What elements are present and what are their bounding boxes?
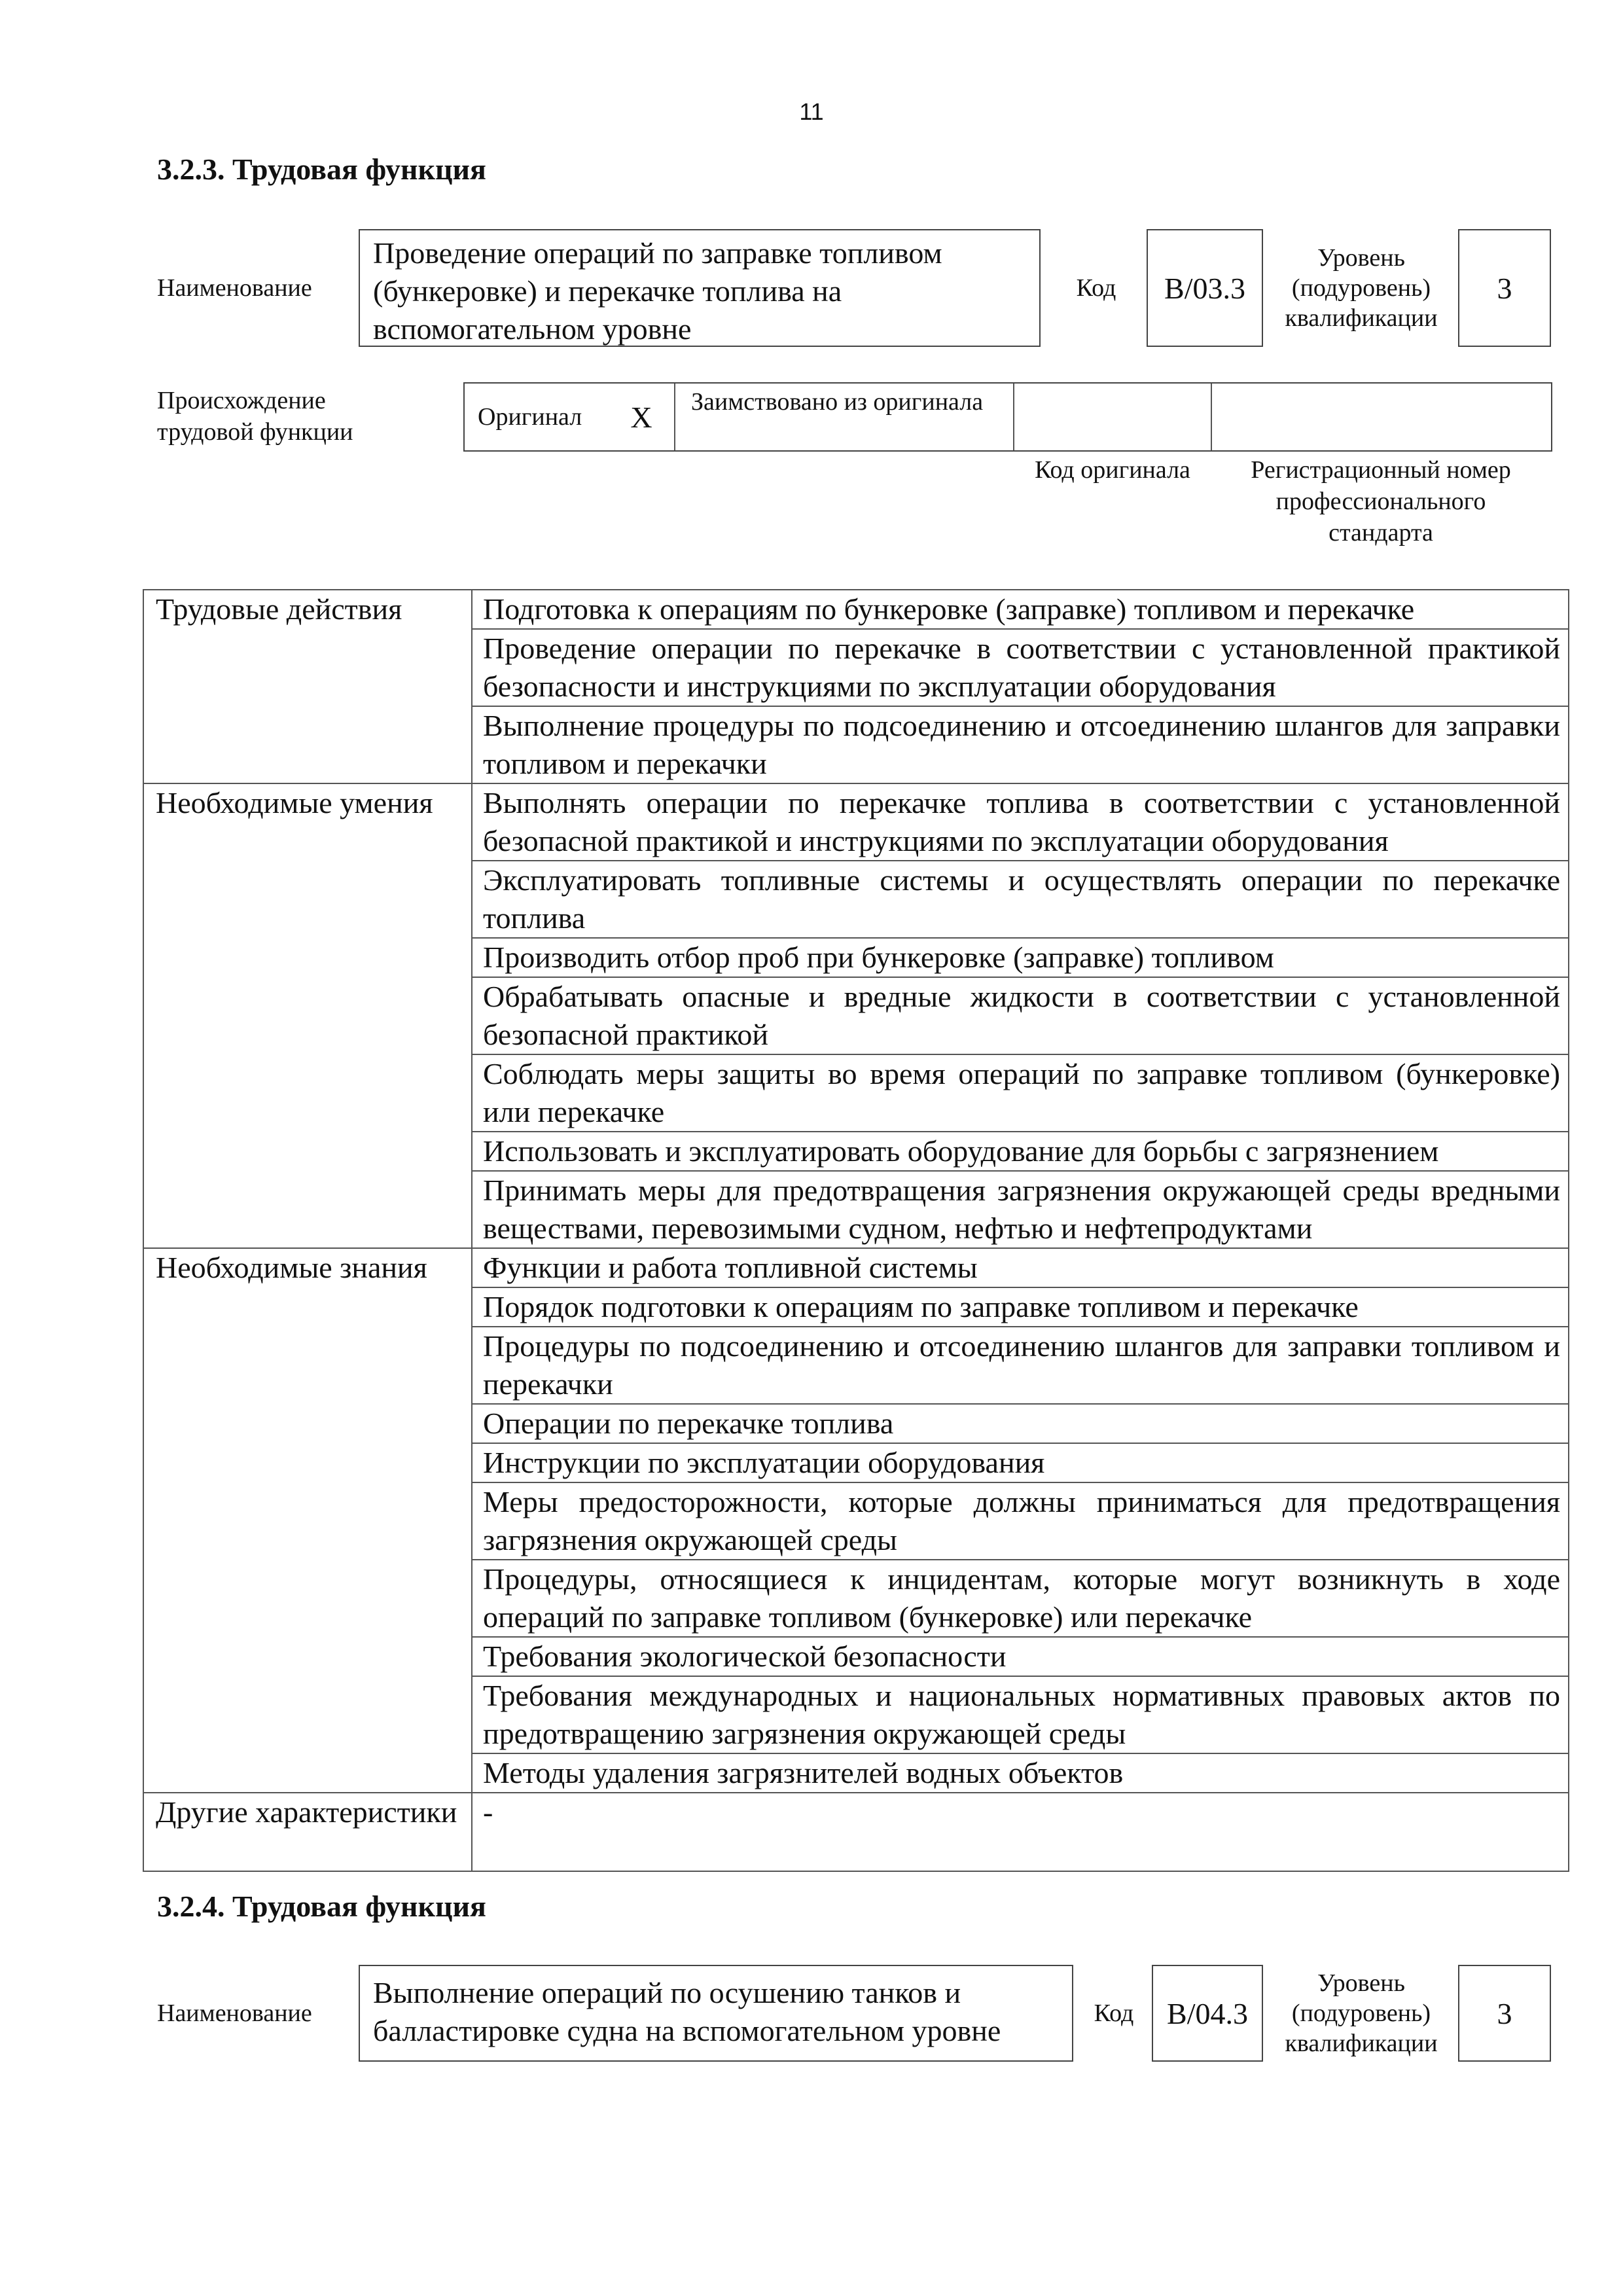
group-label: Другие характеристики bbox=[143, 1793, 472, 1871]
table-cell: Методы удаления загрязнителей водных объектов bbox=[472, 1753, 1569, 1793]
code-original-caption: Код оригинала bbox=[1035, 456, 1190, 484]
table-cell: Использовать и эксплуатировать оборудование для борьбы с загрязнением bbox=[472, 1132, 1569, 1171]
table-cell: Выполнять операции по перекачке топлива в соответствии с установленной безопасной практикой и инструкциями по эксплуатации оборудования bbox=[472, 783, 1569, 861]
table-cell: Подготовка к операциям по бункеровке (заправке) топливом и перекачке bbox=[472, 590, 1569, 629]
level-label: Уровень (подуровень) квалификации bbox=[1285, 244, 1438, 332]
name-label: Наименование bbox=[157, 2000, 312, 2027]
origin-divider bbox=[1211, 384, 1212, 450]
table-cell: Инструкции по эксплуатации оборудования bbox=[472, 1443, 1569, 1482]
code-value-box: В/03.3 bbox=[1147, 229, 1263, 347]
table-cell: Процедуры, относящиеся к инцидентам, которые могут возникнуть в ходе операций по заправке топливом (бункеровке) или перекачке bbox=[472, 1560, 1569, 1637]
table-row bbox=[143, 1248, 1569, 1287]
origin-divider bbox=[674, 384, 675, 450]
origin-label: Происхождение трудовой функции bbox=[157, 387, 353, 446]
table-cell: Проведение операции по перекачке в соответствии с установленной практикой безопасности и инструкциями по эксплуатации оборудования bbox=[472, 629, 1569, 706]
table-cell: - bbox=[472, 1793, 1569, 1871]
page-number: 11 bbox=[799, 98, 824, 125]
table-cell: Требования экологической безопасности bbox=[472, 1637, 1569, 1676]
table-cell: Процедуры по подсоединению и отсоединению шлангов для заправки топливом и перекачки bbox=[472, 1327, 1569, 1404]
table-cell: Принимать меры для предотвращения загрязнения окружающей среды вредными веществами, перевозимыми судном, нефтью и нефтепродуктами bbox=[472, 1171, 1569, 1248]
table-cell: Производить отбор проб при бункеровке (заправке) топливом bbox=[472, 938, 1569, 977]
function-table bbox=[143, 589, 1569, 1872]
function-name-box: Проведение операций по заправке топливом (бункеровке) и перекачке топлива на вспомогательном уровне bbox=[359, 229, 1041, 347]
table-cell: Обрабатывать опасные и вредные жидкости в соответствии с установленной безопасной практикой bbox=[472, 977, 1569, 1054]
code-label: Код bbox=[1076, 274, 1116, 302]
function-name-box: Выполнение операций по осушению танков и балластировке судна на вспомогательном уровне bbox=[359, 1965, 1073, 2062]
table-row bbox=[143, 783, 1569, 861]
table-cell: Соблюдать меры защиты во время операций по заправке топливом (бункеровке) или перекачке bbox=[472, 1054, 1569, 1132]
table-cell: Выполнение процедуры по подсоединению и отсоединению шлангов для заправки топливом и перекачки bbox=[472, 706, 1569, 783]
origin-divider bbox=[1013, 384, 1014, 450]
code-label: Код bbox=[1094, 2000, 1134, 2027]
level-value-box: 3 bbox=[1458, 229, 1551, 347]
group-label: Трудовые действия bbox=[143, 590, 472, 783]
name-label: Наименование bbox=[157, 274, 312, 302]
level-value-box: 3 bbox=[1458, 1965, 1551, 2062]
table-row bbox=[143, 590, 1569, 629]
group-label: Необходимые знания bbox=[143, 1248, 472, 1793]
table-cell: Функции и работа топливной системы bbox=[472, 1248, 1569, 1287]
table-cell: Требования международных и национальных нормативных правовых актов по предотвращению загрязнения окружающей среды bbox=[472, 1676, 1569, 1753]
table-cell: Эксплуатировать топливные системы и осуществлять операции по перекачке топлива bbox=[472, 861, 1569, 938]
table-cell: Операции по перекачке топлива bbox=[472, 1404, 1569, 1443]
table-cell: Меры предосторожности, которые должны приниматься для предотвращения загрязнения окружающей среды bbox=[472, 1482, 1569, 1560]
borrowed-label: Заимствовано из оригинала bbox=[691, 388, 984, 416]
original-label: Оригинал bbox=[478, 403, 582, 431]
reg-number-caption: Регистрационный номер профессионального стандарта bbox=[1251, 456, 1511, 547]
code-value-box: В/04.3 bbox=[1152, 1965, 1263, 2062]
section-title-3-2-4: 3.2.4. Трудовая функция bbox=[157, 1890, 486, 1923]
table-row bbox=[143, 1793, 1569, 1871]
group-label: Необходимые умения bbox=[143, 783, 472, 1248]
level-label: Уровень (подуровень) квалификации bbox=[1285, 1969, 1438, 2057]
table-cell: Порядок подготовки к операциям по заправке топливом и перекачке bbox=[472, 1287, 1569, 1327]
original-mark: X bbox=[630, 400, 652, 434]
section-title-3-2-3: 3.2.3. Трудовая функция bbox=[157, 152, 486, 186]
